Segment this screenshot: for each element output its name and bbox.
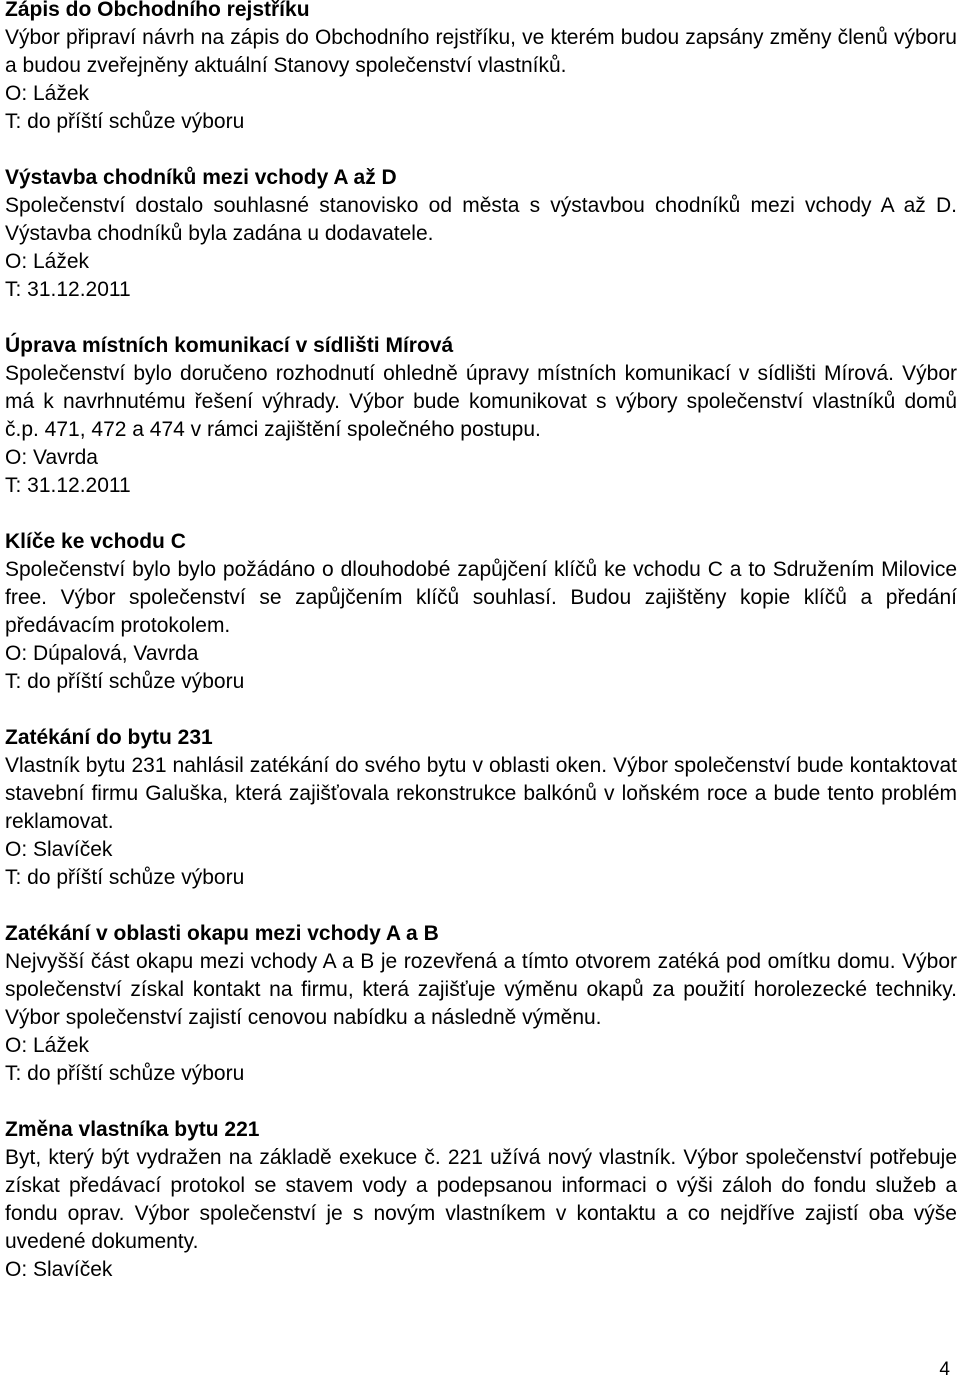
section-paragraph: Výbor připraví návrh na zápis do Obchodního rejstříku, ve kterém budou zapsány změny členů výboru a budou zveřejněny aktuální Stanovy společenství vlastníků. [5, 26, 957, 77]
section-owner: O: Vavrda [5, 446, 98, 469]
section-heading: Úprava místních komunikací v sídlišti Mírová [5, 334, 454, 357]
section-paragraph: Vlastník bytu 231 nahlásil zatékání do svého bytu v oblasti oken. Výbor společenství bude kontaktovat stavební firmu Galuška, která zajišťovala rekonstrukce balkónů v loňském roce a bude tento problém reklamovat. [5, 754, 957, 833]
section-heading: Klíče ke vchodu C [5, 530, 186, 553]
section-heading: Zápis do Obchodního rejstříku [5, 0, 310, 21]
section-zmena-vlastnika [5, 1116, 957, 1284]
section-zatekani-okap [5, 920, 957, 1088]
section-paragraph: Společenství dostalo souhlasné stanovisko od města s výstavbou chodníků mezi vchody A až D. Výstavba chodníků byla zadána u dodavatele. [5, 194, 957, 245]
section-owner: O: Slavíček [5, 838, 113, 861]
page-number: 4 [939, 1359, 950, 1380]
section-owner: O: Slavíček [5, 1258, 113, 1281]
section-paragraph: Společenství bylo bylo požádáno o dlouhodobé zapůjčení klíčů ke vchodu C a to Sdružením Milovice free. Výbor společenství se zapůjčením klíčů souhlasí. Budou zajištěny kopie klíčů a předání předávacím protokolem. [5, 558, 957, 637]
section-vystavba-chodniku [5, 164, 957, 304]
section-term: T: 31.12.2011 [5, 474, 131, 497]
section-heading: Zatékání v oblasti okapu mezi vchody A a B [5, 922, 439, 945]
section-klice-vchod-c [5, 528, 957, 696]
section-owner: O: Lážek [5, 82, 90, 105]
section-owner: O: Lážek [5, 250, 90, 273]
section-term: T: 31.12.2011 [5, 278, 131, 301]
section-paragraph: Byt, který být vydražen na základě exekuce č. 221 užívá nový vlastník. Výbor společenství potřebuje získat předávací protokol se stavem vody a podepsanou informaci o výši záloh do fondu služeb a fondu oprav. Výbor společenství je s novým vlastníkem v kontaktu a co nejdříve zajistí oba výše uvedené dokumenty. [5, 1146, 957, 1253]
section-heading: Změna vlastníka bytu 221 [5, 1118, 260, 1141]
section-paragraph: Nejvyšší část okapu mezi vchody A a B je rozevřená a tímto otvorem zatéká pod omítku domu. Výbor společenství získal kontakt na firmu, která zajišťuje výměnu okapů za použití horolezecké techniky. Výbor společenství zajistí cenovou nabídku a následně výměnu. [5, 950, 957, 1029]
section-zatekani-byt-231 [5, 724, 957, 892]
section-term: T: do příští schůze výboru [5, 110, 245, 133]
section-term: T: do příští schůze výboru [5, 1062, 245, 1085]
section-uprava-komunikaci [5, 332, 957, 500]
section-paragraph: Společenství bylo doručeno rozhodnutí ohledně úpravy místních komunikací v sídlišti Mírová. Výbor má k navrhnutému řešení výhrady. Výbor bude komunikovat s výbory společenství vlastníků domů č.p. 471, 472 a 474 v rámci zajištění společného postupu. [5, 362, 957, 441]
section-heading: Výstavba chodníků mezi vchody A až D [5, 166, 397, 189]
section-obchodni-rejstrik [5, 0, 957, 136]
document-body [5, 0, 957, 1312]
section-heading: Zatékání do bytu 231 [5, 726, 213, 749]
section-owner: O: Lážek [5, 1034, 90, 1057]
section-term: T: do příští schůze výboru [5, 866, 245, 889]
section-term: T: do příští schůze výboru [5, 670, 245, 693]
section-owner: O: Dúpalová, Vavrda [5, 642, 199, 665]
